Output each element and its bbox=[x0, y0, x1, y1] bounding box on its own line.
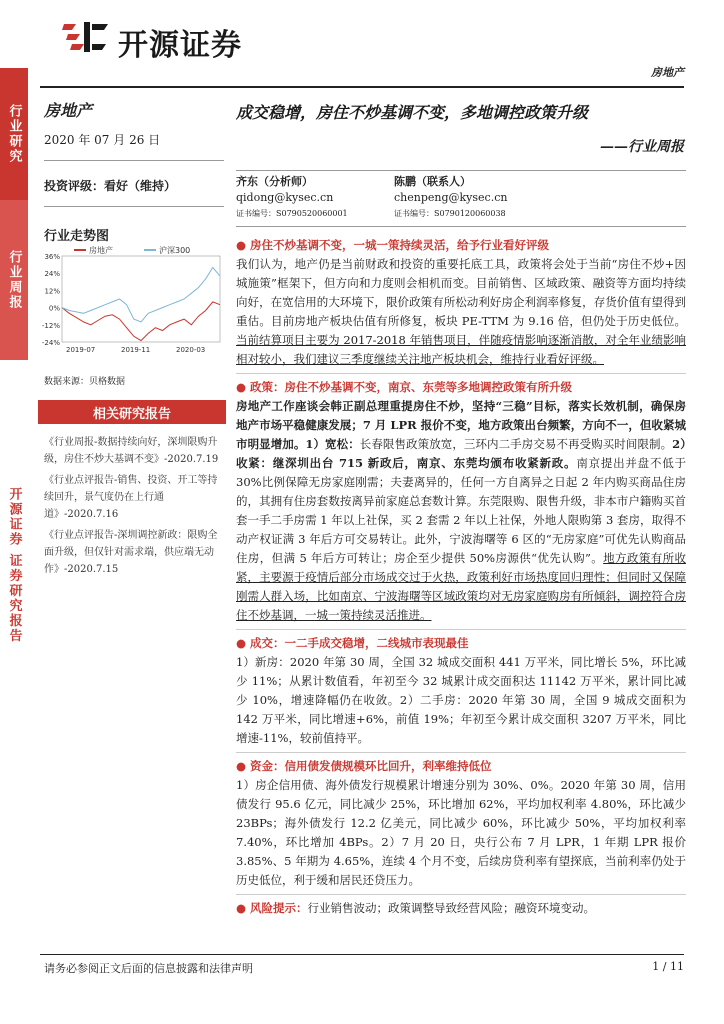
footer-divider bbox=[40, 954, 684, 955]
brand-name: 开源证券 bbox=[118, 28, 242, 63]
risk-paragraph: ● 风险提示：行业销售波动；政策调整导致经营风险；融资环境变动。 bbox=[236, 901, 596, 915]
sector-title: 房地产 bbox=[44, 101, 93, 120]
bullet-icon: ● bbox=[236, 238, 247, 252]
trend-chart bbox=[34, 242, 224, 362]
related-reports-header: 相关研究报告 bbox=[38, 400, 226, 424]
section-heading: ● 成交：一二手成交稳增，二线城市表现最佳 bbox=[236, 636, 469, 650]
section-heading: ● 政策：房住不炒基调不变，南京、东莞等多地调控政策有所升级 bbox=[236, 380, 573, 394]
chart-frame bbox=[62, 256, 220, 342]
side-tab-industry-research: 行业研究 bbox=[0, 68, 28, 200]
analyst-email[interactable]: qidong@kysec.cn bbox=[236, 191, 334, 204]
report-title: 成交稳增，房住不炒基调不变，多地调控政策升级 bbox=[236, 103, 589, 122]
trend-title: 行业走势图 bbox=[44, 229, 110, 244]
contact-name: 陈鹏（联系人） bbox=[394, 175, 471, 188]
y-tick-label: 12% bbox=[44, 287, 60, 296]
analyst-name: 齐东（分析师） bbox=[236, 175, 313, 188]
bullet-icon: ● bbox=[236, 759, 247, 773]
series-line bbox=[62, 268, 220, 322]
section-divider bbox=[236, 894, 686, 895]
analyst-cert: 证书编号：S0790520060001 bbox=[236, 209, 348, 218]
y-tick-label: 24% bbox=[44, 270, 60, 279]
section-heading: ● 房住不炒基调不变，一城一策持续灵活，给予行业看好评级 bbox=[236, 238, 550, 252]
footer-disclaimer: 请务必参阅正文后面的信息披露和法律声明 bbox=[44, 962, 253, 975]
analyst-block bbox=[236, 174, 348, 222]
left-divider bbox=[44, 206, 224, 207]
left-column bbox=[44, 98, 224, 244]
y-tick-label: -24% bbox=[41, 339, 60, 347]
page-number: 1 / 11 bbox=[652, 960, 684, 973]
contact-email[interactable]: chenpeng@kysec.cn bbox=[394, 191, 508, 204]
investment-rating: 投资评级：看好（维持） bbox=[44, 179, 177, 193]
bullet-icon: ● bbox=[236, 380, 247, 394]
analyst-divider bbox=[236, 170, 686, 171]
x-tick-label: 2019-11 bbox=[121, 346, 151, 354]
header-divider bbox=[40, 86, 684, 88]
contact-cert: 证书编号：S0790120060038 bbox=[394, 209, 506, 218]
legend-label: 沪深300 bbox=[159, 246, 191, 255]
section-divider bbox=[236, 629, 686, 630]
sector-tag: 房地产 bbox=[651, 66, 684, 79]
y-tick-label: 0% bbox=[48, 304, 60, 313]
report-body bbox=[236, 232, 686, 918]
report-subtitle: ——行业周报 bbox=[600, 139, 684, 155]
contact-block bbox=[394, 174, 507, 222]
section-paragraph: 1）新房：2020 年第 30 周，全国 32 城成交面积 441 万平米，同比增长 5%，环比减少 11%；从累计数值看，年初至今 32 城累计成交面积达 11142 万平米，累计同比减少 10%，增速降幅仍在收敛。2）二手房：2020 年第 30 周，全国 9 城成交面积为 142 万平米，同比增速+6%，前值 19%；年初至今累计成交面积 3207 万平米，同比增速-11%，较前值持平。 bbox=[236, 655, 686, 745]
section-paragraph: 房地产工作座谈会韩正副总理重提房住不炒，坚持“三稳”目标，落实长效机制，确保房地产市场平稳健康发展；7 月 LPR 报价不变，地方政策出台频繁，方向不一，但收紧城市明显增加。1）宽松：长春限售政策放宽，三环内二手房交易不再受购买时间限制。2）收紧：继深圳出台 715 新政后，南京、东莞均颁布收紧新政。南京提出并盘不低于 30%比例保障无房家庭刚需；夫妻离异的，任何一方自离异之日起 2 年内购买商品住房的，其拥有住房套数按离异前家庭总套数计算。东莞限购、限售升级，非本市户籍购买首套一手二手房需 1 年以上社保，买 2 套需 2 年以上社保，外地人限购第 3 套房，取得不动产权证满 3 年后方可交易转让。此外，宁波海曙等 6 区的“无房家庭”可优先认购商品住房，但满 5 年后方可转让；房企至少提供 50%房源供“优先认购”。地方政策有所收紧，主要源于疫情后部分市场成交过于火热，政策利好市场热度回归理性；但同时又保障刚需人群入场，比如南京、宁波海曙等区域政策均对无房家庭购房有所倾斜，调控符合房住不炒基调，一城一策持续灵活推进。 bbox=[236, 399, 686, 622]
related-report-link[interactable]: 《行业点评报告-销售、投资、开工等持续回升，景气度仍在上行通道》-2020.7.16 bbox=[44, 475, 218, 520]
section-heading: ● 资金：信用债发债规模环比回升，利率维持低位 bbox=[236, 759, 492, 773]
related-reports-list bbox=[44, 434, 224, 582]
x-tick-label: 2020-03 bbox=[176, 346, 206, 354]
y-tick-label: -12% bbox=[41, 321, 60, 330]
bullet-icon: ● bbox=[236, 636, 247, 650]
analyst-divider bbox=[236, 226, 686, 227]
chart-source: 数据来源：贝格数据 bbox=[44, 377, 126, 387]
y-tick-label: 36% bbox=[44, 253, 60, 261]
side-tab-securities: 开源证券 证券研究报告 bbox=[0, 470, 28, 660]
related-report-link[interactable]: 《行业周报-数据持续向好，深圳限购升级，房住不炒大基调不变》-2020.7.19 bbox=[44, 437, 219, 465]
section-divider bbox=[236, 373, 686, 374]
section-paragraph: 我们认为，地产仍是当前财政和投资的重要托底工具，政策将会处于当前“房住不炒+因城施策”框架下，但方向和力度则会相机而变。目前销售、区域政策、融资等方面均持续向好，在宽信用的大环境下，限价政策有所松动利好房企利润率修复，存货价值有望得到重估。目前房地产板块估值有所修复，板块 PE-TTM 为 9.16 倍，但仍处于历史低位。当前结算项目主要为 2017-2018 年销售项目，伴随疫情影响逐渐消散，对全年业绩影响相对较小，我们建议三季度继续关注地产板块机会，维持行业看好评级。 bbox=[236, 257, 686, 366]
brand-logo-icon bbox=[62, 20, 110, 54]
bullet-icon: ● bbox=[236, 901, 247, 915]
report-date: 2020 年 07 月 26 日 bbox=[44, 133, 161, 147]
x-tick-label: 2019-07 bbox=[66, 346, 96, 354]
section-divider bbox=[236, 752, 686, 753]
legend-label: 房地产 bbox=[89, 246, 113, 255]
section-paragraph: 1）房企信用债、海外债发行规模累计增速分别为 30%、0%。2020 年第 30 周，信用债发行 95.6 亿元，同比减少 25%，环比增加 62%，平均加权利率 4.80%，环比减少 23BPs；海外债发行 12.2 亿美元，同比减少 60%，环比减少 50%，平均加权利率 7.40%，环比增加 4BPs。2）7 月 20 日，央行公布 7 月 LPR，1 年期 LPR 报价 3.85%、5 年期为 4.65%，连续 4 个月不变，后续房贷利率有望探底，当前利率仍处于历史低位，利于缓和居民还贷压力。 bbox=[236, 778, 686, 887]
related-report-link[interactable]: 《行业点评报告-深圳调控新政：限购全面升级，但仅针对需求端，供应端无动作》-2020.7.15 bbox=[44, 530, 218, 575]
side-tab-weekly: 行业周报 bbox=[0, 200, 28, 360]
left-divider bbox=[44, 160, 224, 161]
